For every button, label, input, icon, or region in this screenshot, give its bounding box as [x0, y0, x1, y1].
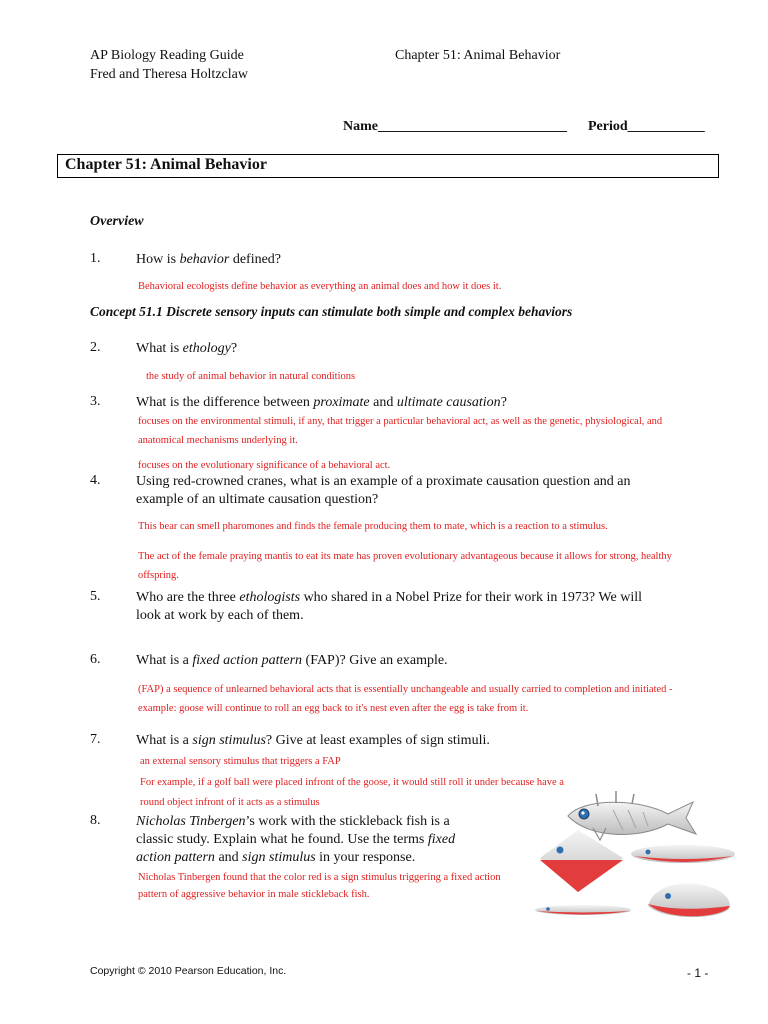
answer-text: This bear can smell pharomones and finds the female producing them to mate, which is a reaction to a stimulus. — [138, 521, 608, 532]
question-text-line: example of an ultimate causation question? — [136, 492, 379, 507]
question-number: 8. — [90, 813, 101, 828]
question-text: What is ethology? — [136, 341, 238, 356]
stickleback-fish — [568, 791, 696, 840]
answer-text: pattern of aggressive behavior in male stickleback fish. — [138, 889, 370, 900]
answer-text: focuses on the evolutionary significance of a behavioral act. — [138, 460, 391, 471]
answer-text: round object infront of it acts as a stimulus — [140, 797, 320, 808]
chapter-header: Chapter 51: Animal Behavior — [395, 48, 561, 63]
question-text: Who are the three ethologists who shared in a Nobel Prize for their work in 1973? We will — [136, 590, 642, 605]
question-text-line: look at work by each of them. — [136, 608, 304, 623]
question-text-line: Using red-crowned cranes, what is an example of a proximate causation question and an — [136, 474, 631, 489]
overview-heading: Overview — [90, 214, 144, 229]
question-number: 6. — [90, 652, 101, 667]
answer-text: Behavioral ecologists define behavior as everything an animal does and how it does it. — [138, 281, 502, 292]
answer-text: focuses on the environmental stimuli, if any, that trigger a particular behavioral act, as well as the genetic, physiological, and — [138, 416, 663, 427]
answer-text: For example, if a golf ball were placed infront of the goose, it would still roll it under because have a — [140, 777, 564, 788]
fish-model-thin — [535, 905, 631, 915]
question-number: 5. — [90, 589, 101, 604]
answer-text: offspring. — [138, 570, 179, 581]
question-text: What is the difference between proximate and ultimate causation? — [136, 395, 507, 410]
question-text: action pattern and sign stimulus in your response. — [136, 850, 416, 865]
question-text: What is a sign stimulus? Give at least examples of sign stimuli. — [136, 733, 490, 748]
question-text: What is a fixed action pattern (FAP)? Give an example. — [136, 653, 448, 668]
answer-text: anatomical mechanisms underlying it. — [138, 435, 298, 446]
page-number: - 1 - — [687, 966, 709, 980]
fish-model-diamond — [540, 830, 623, 892]
fish-model-rounded — [648, 883, 730, 917]
chapter-title-box — [57, 154, 719, 178]
guide-title: AP Biology Reading Guide — [90, 48, 244, 63]
period-field: Period___________ — [588, 119, 705, 134]
fish-model-elongated — [631, 845, 735, 863]
question-text: How is behavior defined? — [136, 252, 282, 267]
answer-text: The act of the female praying mantis to eat its mate has proven evolutionary advantageous because it allows for strong, healthy — [138, 551, 672, 562]
chapter-title: Chapter 51: Animal Behavior — [65, 156, 267, 173]
question-number: 1. — [90, 251, 101, 266]
name-field: Name___________________________ — [343, 119, 567, 134]
question-text: classic study. Explain what he found. Use the terms fixed — [136, 832, 456, 847]
answer-text: example: goose will continue to roll an egg back to it's nest even after the egg is take from it. — [138, 703, 529, 714]
answer-text: (FAP) a sequence of unlearned behavioral acts that is essentially unchangeable and usually carried to completion and initiated - — [138, 684, 673, 695]
question-number: 7. — [90, 732, 101, 747]
concept-heading: Concept 51.1 Discrete sensory inputs can stimulate both simple and complex behaviors — [90, 304, 573, 319]
answer-text: an external sensory stimulus that triggers a FAP — [140, 756, 341, 767]
answer-text: the study of animal behavior in natural conditions — [146, 371, 356, 382]
question-number: 3. — [90, 394, 101, 409]
stickleback-figure — [528, 788, 748, 923]
question-text: Nicholas Tinbergen’s work with the stickleback fish is a — [136, 814, 450, 829]
authors: Fred and Theresa Holtzclaw — [90, 67, 248, 82]
answer-text: Nicholas Tinbergen found that the color red is a sign stimulus triggering a fixed action — [138, 872, 501, 883]
question-number: 4. — [90, 473, 101, 488]
copyright: Copyright © 2010 Pearson Education, Inc. — [90, 965, 287, 977]
question-number: 2. — [90, 340, 101, 355]
